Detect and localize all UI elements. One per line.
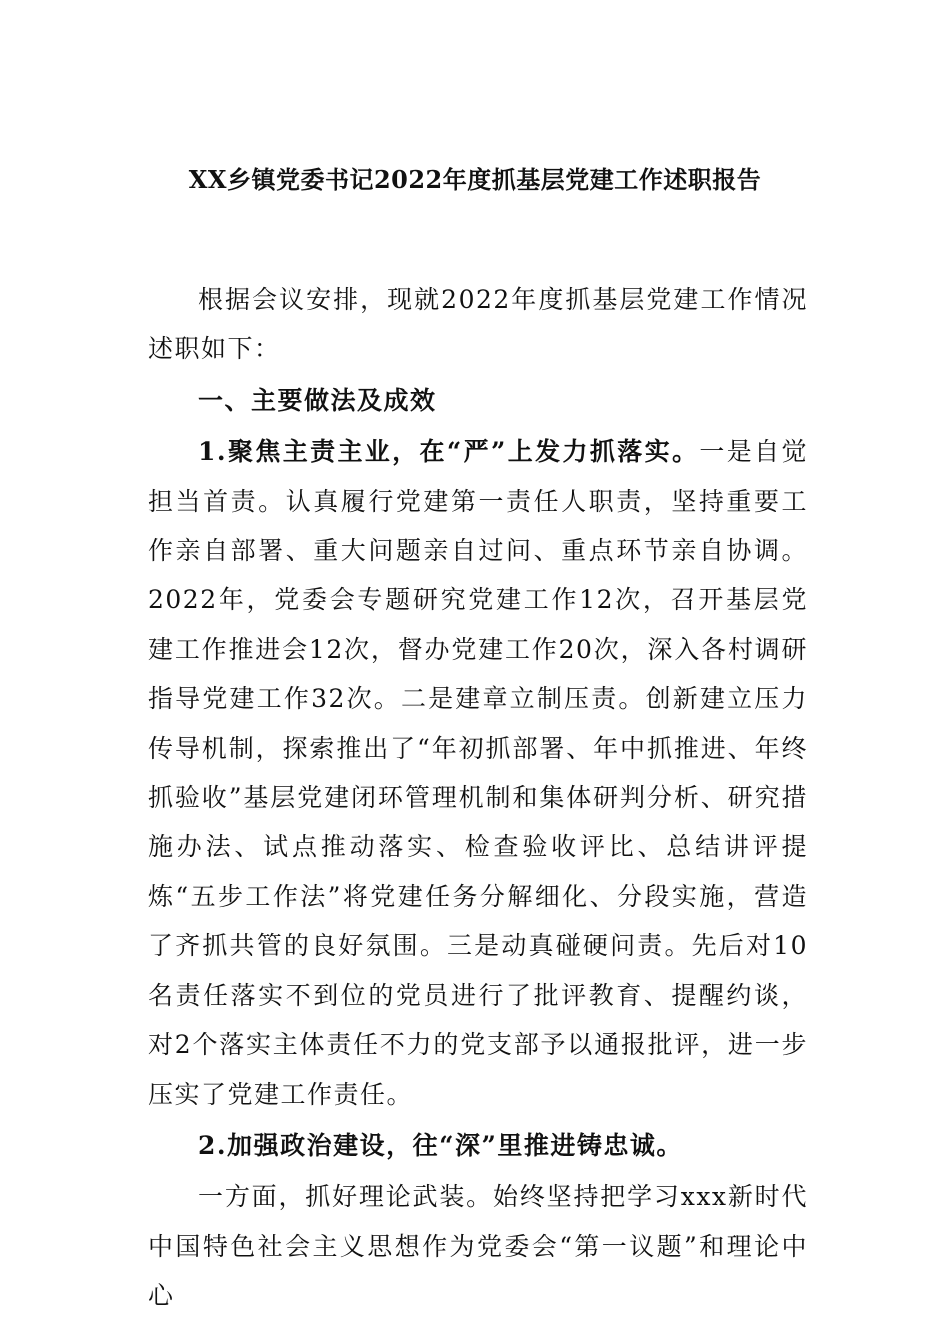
- item-2-body: 一方面，抓好理论武装。始终坚持把学习xxx新时代中国特色社会主义思想作为党委会“第一议题”和理论中心: [148, 1182, 808, 1311]
- intro-paragraph: 根据会议安排，现就2022年度抓基层党建工作情况述职如下：: [148, 285, 808, 364]
- section-heading: 一、主要做法及成效: [198, 385, 437, 415]
- item-1-heading: 1.聚焦主责主业，在“严”上发力抓落实。: [198, 437, 700, 467]
- document-title: XX乡镇党委书记2022年度抓基层党建工作述职报告: [188, 165, 762, 194]
- document-body: [148, 275, 808, 1321]
- item-2-heading: 2.加强政治建设，往“深”里推进铸忠诚。: [198, 1130, 683, 1160]
- item-1-body: 一是自觉担当首责。认真履行党建第一责任人职责，坚持重要工作亲自部署、重大问题亲自过问、重点环节亲自协调。2022年，党委会专题研究党建工作12次，召开基层党建工作推进会12次，督办党建工作20次，深入各村调研指导党建工作32次。二是建章立制压责。创新建立压力传导机制，探索推出了“年初抓部署、年中抓推进、年终抓验收”基层党建闭环管理机制和集体研判分析、研究措施办法、试点推动落实、检查验收评比、总结讲评提炼“五步工作法”将党建任务分解细化、分段实施，营造了齐抓共管的良好氛围。三是动真碰硬问责。先后对10名责任落实不到位的党员进行了批评教育、提醒约谈，对2个落实主体责任不力的党支部予以通报批评，进一步压实了党建工作责任。: [148, 437, 808, 1109]
- item-1-paragraph: [148, 427, 808, 1119]
